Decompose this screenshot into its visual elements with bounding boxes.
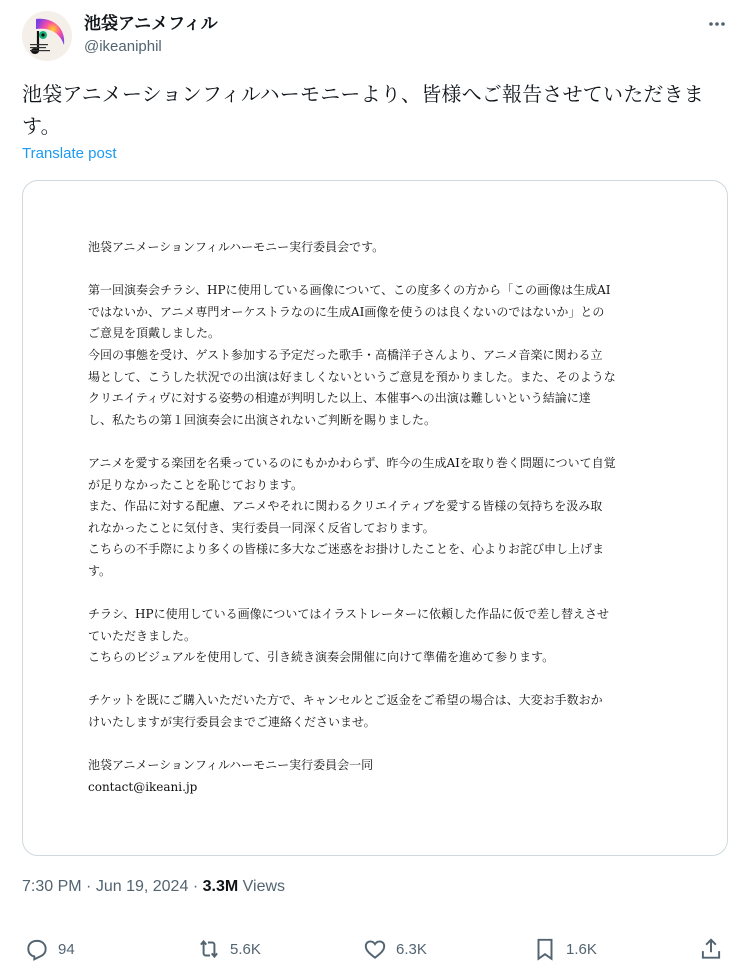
views-label: Views (242, 878, 286, 895)
announcement-document (88, 237, 668, 798)
meta-separator: · (192, 878, 199, 895)
timestamp-time[interactable]: 7:30 PM (22, 878, 82, 895)
display-name[interactable]: 池袋アニメフィル (84, 14, 218, 34)
reply-count: 94 (58, 940, 75, 958)
meta-separator: · (86, 878, 92, 895)
attached-image[interactable] (22, 180, 728, 856)
reply-icon (24, 936, 50, 962)
avatar[interactable] (22, 11, 72, 61)
doc-paragraph: 池袋アニメーションフィルハーモニー実行委員会です。 (88, 240, 385, 254)
tweet-text: 池袋アニメーションフィルハーモニーより、皆様へご報告させていただきます。 (22, 82, 704, 138)
repost-count: 5.6K (230, 940, 261, 958)
more-button[interactable] (706, 13, 728, 35)
author-names (84, 13, 218, 59)
like-icon (362, 936, 388, 962)
doc-paragraph: 第一回演奏会チラシ、HPに使用している画像について、この度多くの方から「この画像は生成AI ではないか、アニメ専門オーケストラなのに生成AI画像を使うのは良くないのではないか」との ご意見を頂戴しました。 今回の事態を受け、ゲスト参加する予定だった歌手・高橋洋子さんより、アニメ音楽に関わる立 場として、こうした状況での出演は好ましくないというご意見を預かりました。また、そのような クリエイティヴに対する姿勢の相違が判明した以上、本催事への出演は難しいという結論に達 し、私たちの第１回演奏会に出演されないご判断を賜りました。 (88, 283, 616, 427)
views-count: 3.3M (202, 878, 239, 895)
bookmark-count: 1.6K (566, 940, 597, 958)
doc-paragraph: 池袋アニメーションフィルハーモニー実行委員会一同 contact@ikeani.jp (88, 758, 374, 794)
share-button[interactable] (698, 936, 724, 962)
action-bar (0, 936, 734, 968)
avatar-logo-icon (22, 11, 72, 61)
tweet-header (22, 11, 734, 63)
bookmark-button[interactable] (532, 936, 597, 962)
doc-paragraph: チラシ、HPに使用している画像についてはイラストレーターに依頼した作品に仮で差し替えさせ ていただきました。 こちらのビジュアルを使用して、引き続き演奏会開催に向けて準備を進めて参ります。 (88, 607, 609, 665)
reply-button[interactable] (24, 936, 75, 962)
bookmark-icon (532, 936, 558, 962)
tweet-meta (22, 878, 285, 896)
like-count: 6.3K (396, 940, 427, 958)
share-icon (698, 936, 724, 962)
like-button[interactable] (362, 936, 427, 962)
handle[interactable]: @ikeaniphil (84, 38, 162, 55)
repost-icon (196, 936, 222, 962)
more-icon (707, 14, 727, 34)
doc-paragraph: アニメを愛する楽団を名乗っているのにもかかわらず、昨今の生成AIを取り巻く問題について自覚 が足りなかったことを恥じております。 また、作品に対する配慮、アニメやそれに関わるクリエイティブを愛する皆様の気持ちを汲み取 れなかったことに気付き、実行委員一同深く反省しております。 こちらの不手際により多くの皆様に多大なご迷惑をお掛けしたことを、心よりお詫び申し上げま す。 (88, 455, 616, 578)
repost-button[interactable] (196, 936, 261, 962)
translate-link[interactable]: Translate post (22, 145, 117, 162)
timestamp-date[interactable]: Jun 19, 2024 (95, 878, 189, 895)
doc-paragraph: チケットを既にご購入いただいた方で、キャンセルとご返金をご希望の場合は、大変お手数おか けいたしますが実行委員会までご連絡くださいませ。 (88, 693, 603, 730)
